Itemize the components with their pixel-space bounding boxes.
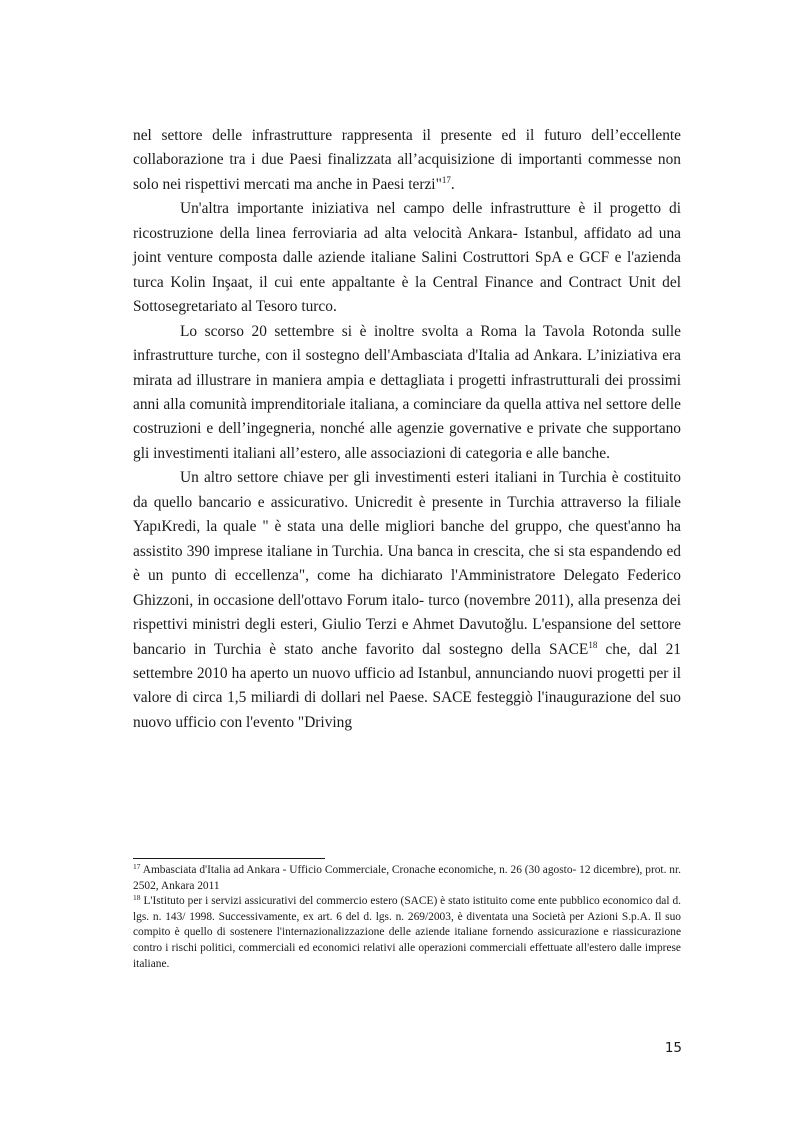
paragraph-round-table bbox=[133, 320, 681, 467]
footnote-ref-17[interactable]: 17 bbox=[441, 174, 451, 185]
body-text bbox=[133, 124, 681, 735]
paragraph-text: Un'altra importante iniziativa nel campo delle infrastrutture è il progetto di ricostruzione della linea ferroviaria ad alta velocità Ankara- Istanbul, affidato ad una joint venture composta dalle aziende italiane Salini Costruttori SpA e GCF e l'azienda turca Kolin Inşaat, il cui ente appaltante è la Central Finance and Contract Unit del Sottosegretariato al Tesoro turco. bbox=[133, 200, 681, 316]
footnote-separator bbox=[133, 858, 325, 859]
paragraph-text: nel settore delle infrastrutture rappresenta il presente ed il futuro dell’eccellente collaborazione tra i due Paesi finalizzata all’acquisizione di importanti commesse non solo nei rispettivi mercati ma anche in Paesi terzi" bbox=[133, 127, 681, 193]
footnote-18 bbox=[133, 894, 681, 972]
footnote-ref-18[interactable]: 18 bbox=[588, 639, 598, 650]
paragraph-tail: che, dal 21 settembre 2010 ha aperto un nuovo ufficio ad Istanbul, annunciando nuovi progetti per il valore di circa 1,5 miliardi di dollari nel Paese. SACE festeggiò l'inaugurazione del suo nuovo ufficio con l'evento "Driving bbox=[133, 640, 681, 731]
page-number: 15 bbox=[664, 1040, 682, 1056]
paragraph-banking-sector bbox=[133, 466, 681, 735]
paragraph-continuation bbox=[133, 124, 681, 197]
paragraph-railway-project bbox=[133, 197, 681, 319]
footnote-text: Ambasciata d'Italia ad Ankara - Ufficio Commerciale, Cronache economiche, n. 26 (30 agosto- 12 dicembre), prot. nr. 2502, Ankara 2011 bbox=[133, 864, 682, 892]
footnote-number: 17 bbox=[133, 862, 141, 871]
footnote-text: L'Istituto per i servizi assicurativi del commercio estero (SACE) è stato istituito come ente pubblico economico dal d. lgs. n. 143/ 1998. Successivamente, ex art. 6 del d. lgs. n. 269/2003, è diventata una Società per Azioni S.p.A. Il suo compito è quello di sostenere l'internazionalizzazione delle aziende italiane fornendo assicurazione e riassicurazione contro i rischi politici, commerciali ed economici relativi alle operazioni commerciali effettuate all'estero dalle imprese italiane. bbox=[133, 895, 681, 970]
footnotes bbox=[133, 863, 681, 972]
footnote-number: 18 bbox=[133, 893, 141, 903]
paragraph-text: Lo scorso 20 settembre si è inoltre svolta a Roma la Tavola Rotonda sulle infrastrutture turche, con il sostegno dell'Ambasciata d'Italia ad Ankara. L’iniziativa era mirata ad illustrare in maniera ampia e dettagliata i progetti infrastrutturali dei prossimi anni alla comunità imprenditoriale italiana, a cominciare da quella attiva nel settore delle costruzioni e dell’ingegneria, nonché alle agenzie governative e private che supportano gli investimenti italiani all’estero, alle associazioni di categoria e alle banche. bbox=[133, 322, 681, 462]
footnote-17 bbox=[133, 863, 681, 894]
paragraph-text: Un altro settore chiave per gli investimenti esteri italiani in Turchia è costituito da quello bancario e assicurativo. Unicredit è presente in Turchia attraverso la filiale YapıKredi, la quale " è stata una delle migliori banche del gruppo, che quest'anno ha assistito 390 imprese italiane in Turchia. Una banca in crescita, che si sta espandendo ed è un punto di eccellenza", come ha dichiarato l'Amministratore Delegato Federico Ghizzoni, in occasione dell'ottavo Forum italo- turco (novembre 2011), alla presenza dei rispettivi ministri degli esteri, Giulio Terzi e Ahmet Davutoğlu. L'espansione del settore bancario in Turchia è stato anche favorito dal sostegno della SACE bbox=[133, 469, 681, 658]
paragraph-tail: . bbox=[450, 175, 455, 193]
